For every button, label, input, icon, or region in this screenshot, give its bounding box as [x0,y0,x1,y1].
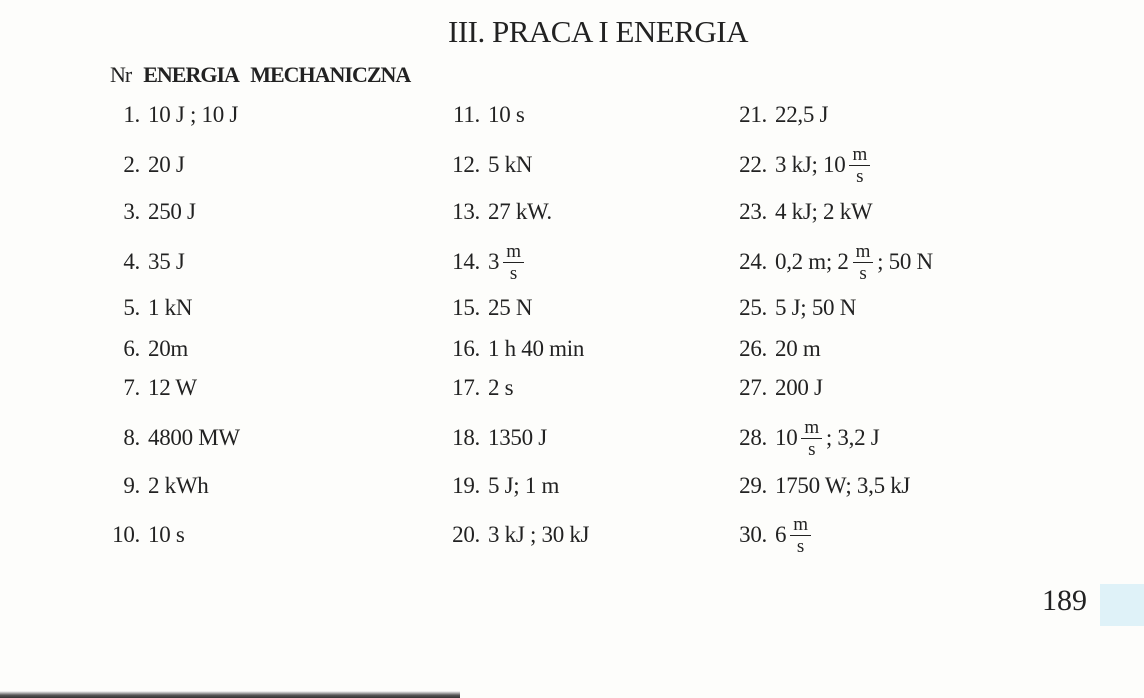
fraction-denominator: s [796,535,804,557]
unit-fraction [849,145,869,186]
answer-number: 30. [739,522,767,547]
answer-item [735,418,879,458]
answer-number: 12. [452,152,480,177]
answer-text: 4800 MW [148,425,240,450]
answer-number: 7. [123,375,140,400]
page-number: 189 [1042,584,1087,617]
answer-item [448,242,528,282]
answer-text: 250 J [148,199,196,224]
answer-item [110,329,188,369]
fraction-numerator: m [790,515,810,536]
answer-text: ; 3,2 J [825,425,880,450]
answer-item [735,145,874,185]
fraction-numerator: m [853,242,873,263]
section-name: ENERGIA MECHANICZNA [143,62,411,87]
answer-text: 1350 J [488,425,547,450]
answer-number: 15. [452,295,480,320]
unit-fraction [801,418,821,459]
answer-item [448,368,513,408]
page-title: III. PRACA I ENERGIA [448,14,748,49]
answer-item [735,242,933,282]
unit-fraction [790,515,810,556]
answer-text: 0,2 m; 2 [775,249,849,274]
answer-number: 20. [452,522,480,547]
answer-number: 3. [123,199,140,224]
answer-number: 4. [123,249,140,274]
answer-number: 27. [739,375,767,400]
answer-text: 1 kN [148,295,193,320]
answer-text: 6 [775,522,787,547]
answer-text: 35 J [148,249,185,274]
answer-number: 19. [452,473,480,498]
answer-text: 10 s [148,522,185,547]
answer-item [110,466,208,506]
answer-text: 20 J [148,152,185,177]
answer-item [448,329,584,369]
answer-item [110,192,196,232]
answer-text: 200 J [775,375,823,400]
answer-item [110,515,185,555]
answer-text: 3 kJ; 10 [775,152,846,177]
fraction-numerator: m [503,242,523,263]
answer-item [110,368,197,408]
page-edge-tab [1100,584,1144,626]
answer-number: 14. [452,249,480,274]
fraction-numerator: m [801,418,821,439]
answer-item [110,145,185,185]
answer-text: 20m [148,336,188,361]
fraction-denominator: s [856,165,864,187]
answer-item [735,515,815,555]
answer-item [448,288,532,328]
answer-number: 24. [739,249,767,274]
answer-number: 22. [739,152,767,177]
answer-text: 12 W [148,375,197,400]
answer-number: 25. [739,295,767,320]
answer-number: 21. [739,102,767,127]
answer-text: 25 N [488,295,533,320]
answer-number: 8. [123,425,140,450]
answer-text: 1 h 40 min [488,336,585,361]
answer-text: 3 [488,249,500,274]
answer-item [110,95,238,135]
section-header [110,62,410,88]
answer-number: 17. [452,375,480,400]
answer-text: 2 s [488,375,514,400]
answer-number: 10. [112,522,140,547]
fraction-denominator: s [859,262,867,284]
answer-number: 6. [123,336,140,361]
answer-item [448,145,532,185]
answer-number: 11. [453,102,480,127]
answer-item [448,466,559,506]
unit-fraction [853,242,873,283]
answer-item [448,515,589,555]
answer-item [735,288,856,328]
answer-number: 23. [739,199,767,224]
answer-number: 18. [452,425,480,450]
fraction-numerator: m [849,145,869,166]
unit-fraction [503,242,523,283]
answer-item [448,95,525,135]
answer-number: 2. [123,152,140,177]
answer-number: 13. [452,199,480,224]
answer-text: ; 50 N [877,249,933,274]
answer-item [735,466,910,506]
answer-text: 4 kJ; 2 kW [775,199,873,224]
fraction-denominator: s [808,438,816,460]
answer-text: 5 J; 50 N [775,295,857,320]
answer-text: 3 kJ ; 30 kJ [488,522,590,547]
answer-item [735,192,872,232]
answer-text: 27 kW. [488,199,552,224]
answer-number: 5. [123,295,140,320]
answer-text: 10 [775,425,798,450]
answer-number: 1. [123,102,140,127]
answer-number: 16. [452,336,480,361]
answer-text: 22,5 J [775,102,829,127]
nr-label: Nr [110,62,132,87]
answer-item [448,418,547,458]
answer-item [735,368,823,408]
answer-item [735,329,820,369]
answer-item [110,418,240,458]
answer-text: 1750 W; 3,5 kJ [775,473,911,498]
answer-text: 5 J; 1 m [488,473,560,498]
answer-number: 28. [739,425,767,450]
scan-shadow [0,691,460,698]
answer-item [448,192,552,232]
answer-text: 10 s [488,102,525,127]
answer-text: 20 m [775,336,821,361]
fraction-denominator: s [509,262,517,284]
answer-number: 9. [123,473,140,498]
answer-number: 29. [739,473,767,498]
answer-number: 26. [739,336,767,361]
answer-item [110,242,185,282]
answer-text: 2 kWh [148,473,209,498]
answer-item [110,288,192,328]
answer-item [735,95,828,135]
answer-text: 10 J ; 10 J [148,102,238,127]
answer-text: 5 kN [488,152,533,177]
